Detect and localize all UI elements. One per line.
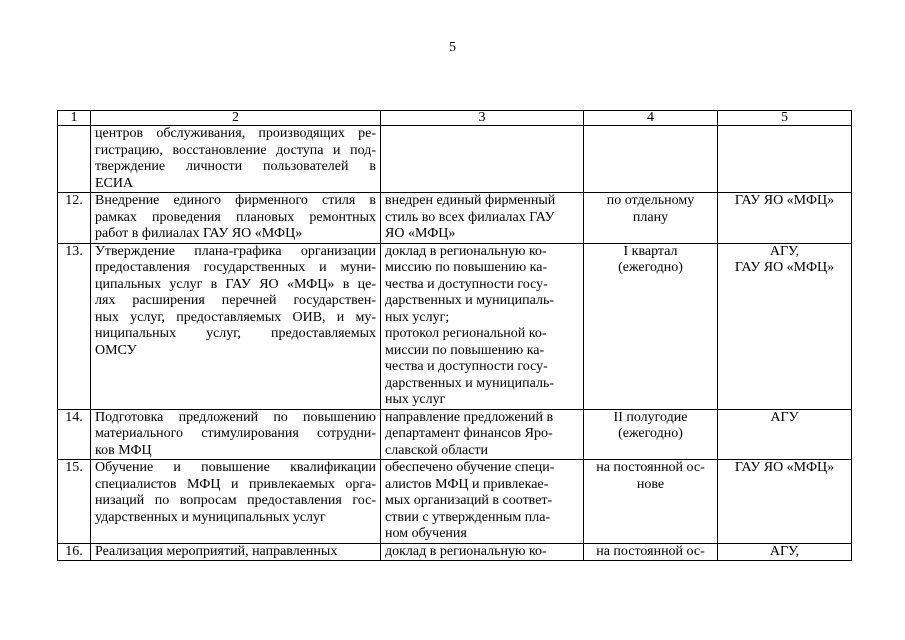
cell-text-line: чества и доступности госу-	[385, 276, 548, 292]
deadline-cell	[584, 126, 718, 193]
cell-text-line: (ежегодно)	[618, 426, 683, 441]
cell-text-line: II полугодие	[613, 409, 688, 425]
event-cell	[91, 543, 381, 561]
cell-text-line: центров обслуживания, производящих ре-	[95, 126, 376, 141]
column-header-deadline: 4	[584, 111, 718, 126]
result-cell	[381, 126, 584, 193]
table-row	[58, 243, 852, 409]
cell-text-line: рамках проведения плановых ремонтных	[95, 209, 376, 225]
cell-text-line: ниципальных услуг, предоставляемых	[95, 326, 376, 341]
cell-text-line: дарственных и муниципаль-	[385, 375, 554, 391]
cell-text-line: низаций по вопросам предоставления гос-	[95, 493, 376, 508]
cell-text-line: Подготовка предложений по повышению	[95, 409, 376, 425]
cell-text-line: доклад в региональную ко-	[385, 543, 547, 559]
table-header-row	[58, 111, 852, 126]
cell-text-line: мых организаций в соответ-	[385, 493, 553, 508]
table-row	[58, 409, 852, 460]
cell-text-line: направление предложений в	[385, 409, 554, 425]
cell-text-line: алистов МФЦ и привлекае-	[385, 476, 549, 492]
row-number: 13.	[58, 243, 91, 409]
cell-text-line: протокол региональной ко-	[385, 326, 547, 341]
responsible-cell	[718, 193, 852, 244]
result-cell	[381, 543, 584, 561]
cell-text-line: гистрацию, восстановление доступа и под-	[95, 142, 376, 158]
column-header-event: 2	[91, 111, 381, 126]
cell-text-line: Внедрение единого фирменного стиля в	[95, 193, 376, 208]
cell-text-line: ков МФЦ	[95, 442, 152, 458]
responsible-cell	[718, 460, 852, 544]
row-number: 16.	[58, 543, 91, 561]
deadline-cell	[584, 243, 718, 409]
cell-text-line: Реализация мероприятий, направленных	[95, 543, 338, 559]
cell-text-line: ных услуг;	[385, 309, 450, 325]
cell-text-line: предоставления государственных и муни-	[95, 260, 376, 275]
cell-text-line: ГАУ ЯО «МФЦ»	[734, 193, 835, 208]
cell-text-line: ГАУ ЯО «МФЦ»	[734, 260, 835, 275]
event-cell	[91, 126, 381, 193]
cell-text-line: ствии с утвержденным пла-	[385, 509, 551, 525]
table-body	[58, 126, 852, 561]
cell-text-line: миссии по повышению ка-	[385, 342, 545, 358]
deadline-cell	[584, 460, 718, 544]
cell-text-line: АГУ	[770, 409, 799, 425]
cell-text-line: ОМСУ	[95, 342, 137, 358]
cell-text-line: стиль во всех филиалах ГАУ	[385, 209, 555, 225]
row-number	[58, 126, 91, 193]
event-cell	[91, 193, 381, 244]
cell-text-line: АГУ,	[769, 243, 800, 259]
event-cell	[91, 409, 381, 460]
cell-text-line: департамент финансов Яро-	[385, 426, 553, 441]
cell-text-line: ЕСИА	[95, 175, 134, 191]
cell-text-line: АГУ,	[769, 543, 800, 559]
cell-text-line: ЯО «МФЦ»	[385, 226, 456, 241]
deadline-cell	[584, 543, 718, 561]
cell-text-line: I квартал	[623, 243, 678, 259]
cell-text-line: ных услуг	[385, 392, 446, 407]
responsible-cell	[718, 543, 852, 561]
event-cell	[91, 243, 381, 409]
cell-text-line: славской области	[385, 442, 489, 458]
result-cell	[381, 243, 584, 409]
row-number: 12.	[58, 193, 91, 244]
cell-text-line: на постоянной ос-	[596, 460, 705, 475]
event-cell	[91, 460, 381, 544]
cell-text-line: внедрен единый фирменный	[385, 193, 556, 208]
responsible-cell	[718, 243, 852, 409]
cell-text-line: по отдельному	[606, 193, 695, 208]
cell-text-line: миссию по повышению ка-	[385, 260, 548, 275]
result-cell	[381, 460, 584, 544]
cell-text-line: на постоянной ос-	[596, 543, 705, 559]
cell-text-line: обеспечено обучение специ-	[385, 460, 555, 475]
row-number: 15.	[58, 460, 91, 544]
responsible-cell	[718, 126, 852, 193]
plan-table	[57, 110, 852, 561]
deadline-cell	[584, 193, 718, 244]
result-cell	[381, 193, 584, 244]
column-header-responsible: 5	[718, 111, 852, 126]
cell-text-line: ном обучения	[385, 526, 467, 541]
result-cell	[381, 409, 584, 460]
cell-text-line: нове	[636, 476, 665, 492]
cell-text-line: Обучение и повышение квалификации	[95, 460, 376, 475]
column-header-result: 3	[381, 111, 584, 126]
cell-text-line: ципальных услуг в ГАУ ЯО «МФЦ» в це-	[95, 276, 376, 292]
table-row	[58, 193, 852, 244]
cell-text-line: Утверждение плана-графика организации	[95, 243, 376, 259]
table-row	[58, 543, 852, 561]
cell-text-line: ГАУ ЯО «МФЦ»	[734, 460, 835, 475]
cell-text-line: доклад в региональную ко-	[385, 243, 547, 259]
column-header-number: 1	[58, 111, 91, 126]
cell-text-line: ударственных и муниципальных услуг	[95, 509, 326, 525]
deadline-cell	[584, 409, 718, 460]
page-number: 5	[449, 40, 456, 55]
cell-text-line: тверждение личности пользователей в	[95, 159, 376, 174]
table-row	[58, 126, 852, 193]
cell-text-line: лях расширения перечней государствен-	[95, 293, 376, 308]
cell-text-line: работ в филиалах ГАУ ЯО «МФЦ»	[95, 226, 303, 241]
cell-text-line: плану	[632, 209, 669, 225]
responsible-cell	[718, 409, 852, 460]
cell-text-line: ных услуг, предоставляемых ОИВ, и му-	[95, 309, 376, 325]
cell-text-line: (ежегодно)	[618, 260, 683, 275]
table-row	[58, 460, 852, 544]
row-number: 14.	[58, 409, 91, 460]
cell-text-line: материального стимулирования сотрудни-	[95, 426, 376, 441]
cell-text-line: чества и доступности госу-	[385, 359, 548, 374]
cell-text-line: специалистов МФЦ и привлекаемых орга-	[95, 476, 376, 492]
cell-text-line: дарственных и муниципаль-	[385, 293, 554, 308]
